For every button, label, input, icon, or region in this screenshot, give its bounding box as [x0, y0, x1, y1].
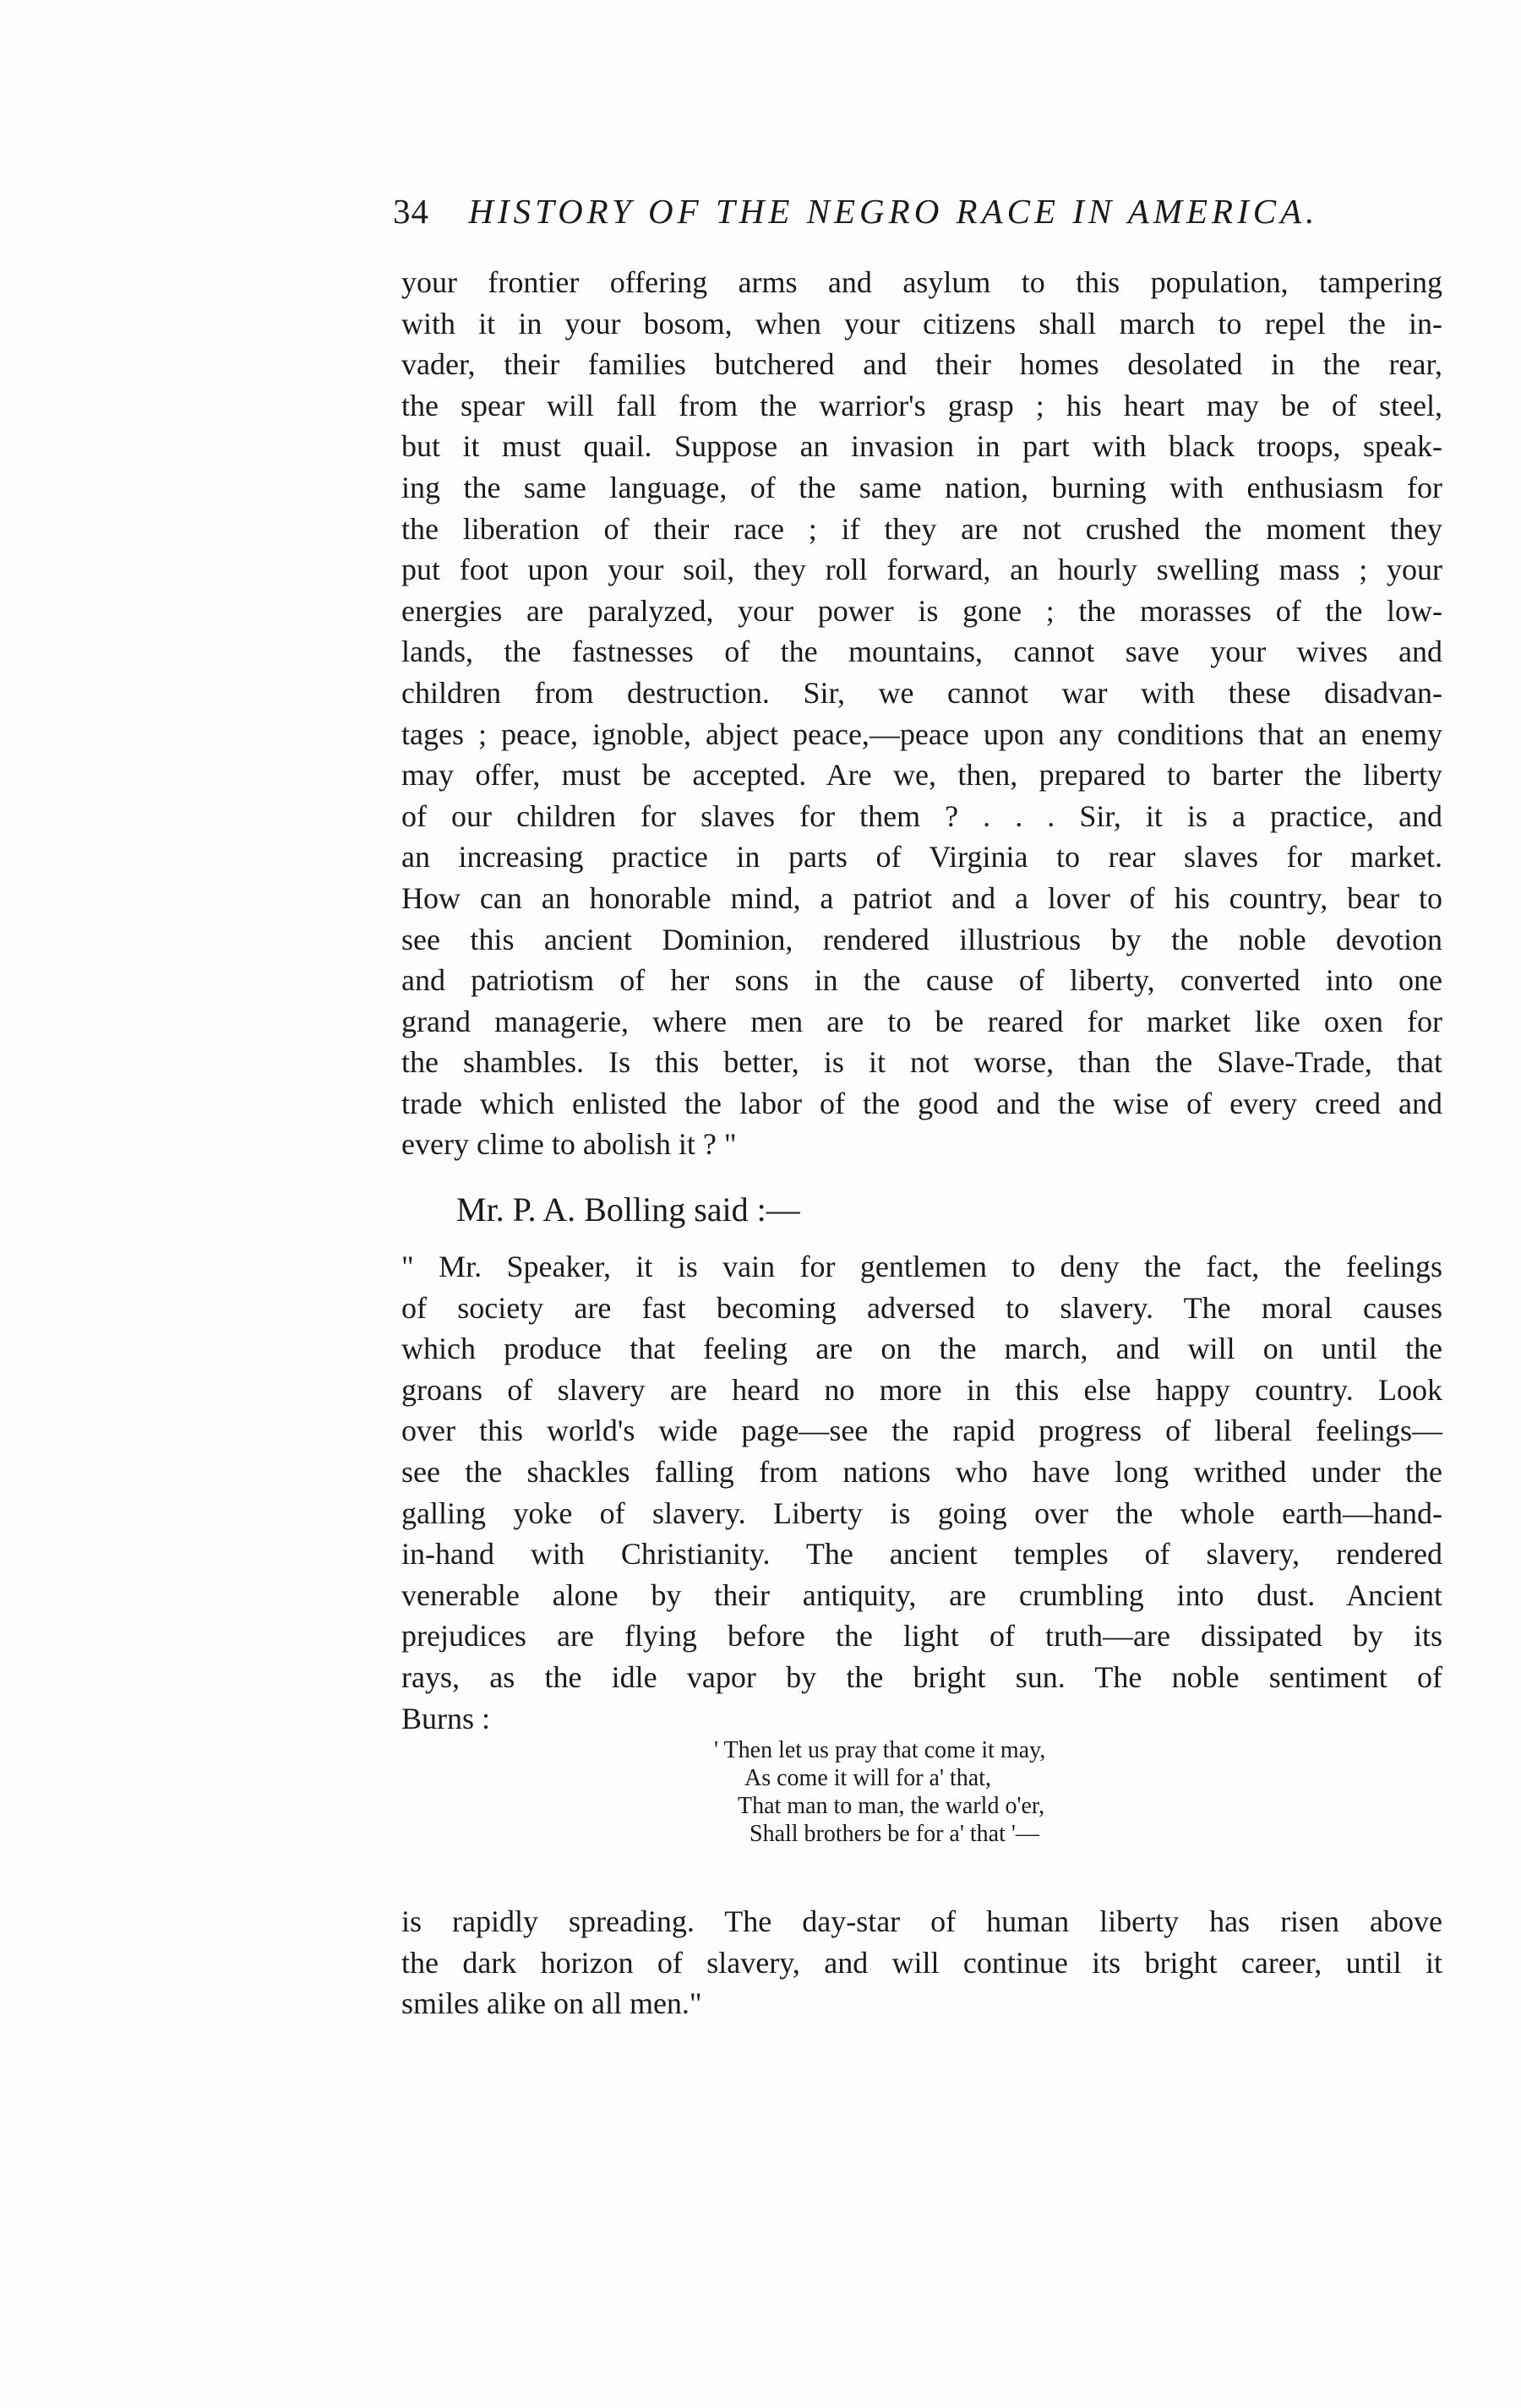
text-line: and patriotism of her sons in the cause of liberty, converted into one	[401, 963, 1442, 998]
text-line: in-hand with Christianity. The ancient temples of slavery, rendered	[401, 1537, 1442, 1572]
text-line: the liberation of their race ; if they are not crushed the moment they	[401, 511, 1442, 546]
text-line: vader, their families butchered and their homes desolated in the rear,	[401, 347, 1442, 382]
text-line: venerable alone by their antiquity, are crumbling into dust. Ancient	[401, 1577, 1442, 1612]
text-line: your frontier offering arms and asylum to this population, tampering	[401, 265, 1442, 299]
text-line: trade which enlisted the labor of the good and the wise of every creed and	[401, 1086, 1442, 1120]
text-line: which produce that feeling are on the march, and will on until the	[401, 1332, 1442, 1366]
running-title: HISTORY OF THE NEGRO RACE IN AMERICA.	[468, 192, 1319, 231]
text-line: of our children for slaves for them ? . . . Sir, it is a practice, and	[401, 798, 1442, 833]
text-line: of society are fast becoming adversed to slavery. The moral causes	[401, 1290, 1442, 1325]
poem-verse: Shall brothers be for a' that '—	[750, 1821, 1039, 1847]
text-line: lands, the fastnesses of the mountains, cannot save your wives and	[401, 635, 1442, 669]
text-line: prejudices are flying before the light of truth—are dissipated by its	[401, 1619, 1442, 1653]
text-line: How can an honorable mind, a patriot and a lover of his country, bear to	[401, 880, 1442, 915]
poem-verse: ' Then let us pray that come it may,	[714, 1737, 1046, 1763]
text-line: may offer, must be accepted. Are we, then, prepared to barter the liberty	[401, 758, 1442, 793]
text-line: put foot upon your soil, they roll forward, an hourly swelling mass ; your	[401, 553, 1442, 587]
text-line: every clime to abolish it ? "	[401, 1127, 737, 1162]
text-line: an increasing practice in parts of Virginia to rear slaves for market.	[401, 840, 1442, 874]
text-line: see this ancient Dominion, rendered illustrious by the noble devotion	[401, 922, 1442, 956]
paragraph-conclusion	[401, 1901, 1442, 2024]
text-line: rays, as the idle vapor by the bright sun. The noble sentiment of	[401, 1659, 1442, 1694]
text-line: children from destruction. Sir, we cannot war with these disadvan-	[401, 675, 1442, 710]
text-line: the shambles. Is this better, is it not worse, than the Slave-Trade, that	[401, 1045, 1442, 1080]
poem-verse: As come it will for a' that,	[744, 1765, 991, 1791]
text-line: is rapidly spreading. The day-star of human liberty has risen above	[401, 1904, 1442, 1938]
text-line: with it in your bosom, when your citizens shall march to repel the in-	[401, 306, 1442, 340]
text-line: over this world's wide page—see the rapid progress of liberal feelings—	[401, 1414, 1442, 1448]
text-line: energies are paralyzed, your power is gone ; the morasses of the low-	[401, 593, 1442, 628]
page-number: 34	[393, 192, 429, 231]
page-header	[393, 188, 1441, 235]
text-line: smiles alike on all men."	[401, 1986, 702, 2021]
speaker-heading: Mr. P. A. Bolling said :—	[456, 1190, 800, 1229]
text-line: the spear will fall from the warrior's grasp ; his heart may be of steel,	[401, 388, 1442, 422]
poem-verse: That man to man, the warld o'er,	[738, 1793, 1045, 1819]
text-line: Burns :	[401, 1701, 491, 1735]
text-line: see the shackles falling from nations who have long writhed under the	[401, 1454, 1442, 1489]
text-line: groans of slavery are heard no more in this else happy country. Look	[401, 1372, 1442, 1407]
text-line: " Mr. Speaker, it is vain for gentlemen to deny the fact, the feelings	[401, 1250, 1442, 1283]
text-line: ing the same language, of the same nation, burning with enthusiasm for	[401, 470, 1442, 504]
text-line: tages ; peace, ignoble, abject peace,—peace upon any conditions that an enemy	[401, 716, 1442, 751]
text-line: but it must quail. Suppose an invasion in part with black troops, speak-	[401, 429, 1442, 464]
text-line: the dark horizon of slavery, and will continue its bright career, until it	[401, 1945, 1442, 1980]
text-line: galling yoke of slavery. Liberty is going over the whole earth—hand-	[401, 1495, 1442, 1530]
paragraph-bolling-speech	[401, 1246, 1442, 1739]
poem-quotation	[714, 1736, 1045, 1848]
text-line: grand managerie, where men are to be reared for market like oxen for	[401, 1004, 1442, 1038]
paragraph-continued-quote	[401, 262, 1442, 1165]
